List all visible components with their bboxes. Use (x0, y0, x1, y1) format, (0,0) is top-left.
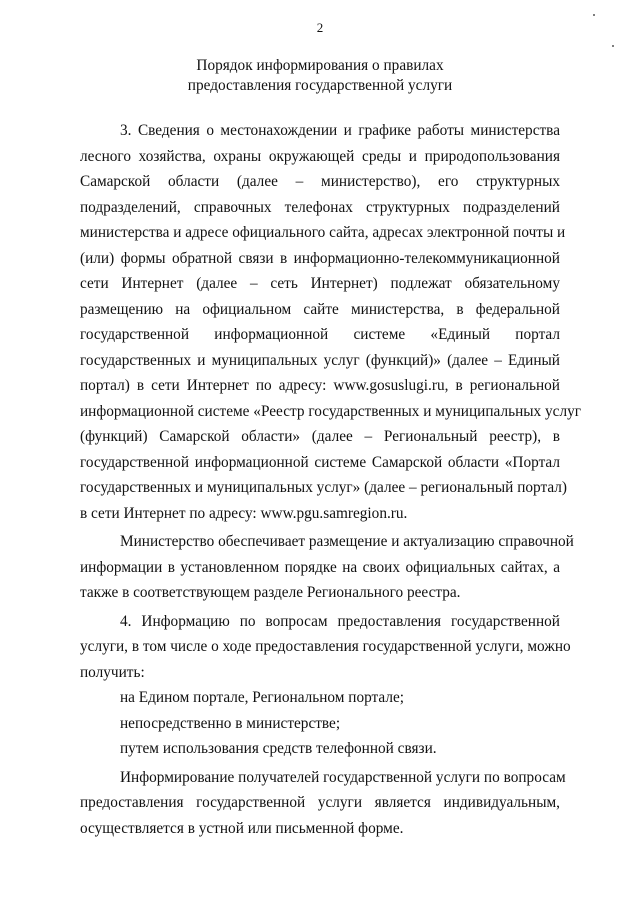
text-line: в сети Интернет по адресу: www.pgu.samregion.ru. (80, 504, 408, 522)
text-line: государственных и муниципальных услуг» (далее – региональный портал) (80, 479, 567, 496)
text-line: предоставления государственной услуги является индивидуальным, (80, 794, 560, 811)
scan-speck (612, 45, 614, 47)
text-line: получить: (80, 663, 145, 681)
text-line: Самарской области (далее – министерство), его структурных (80, 173, 560, 190)
text-line: сети Интернет (далее – сеть Интернет) подлежат обязательному (80, 275, 560, 292)
text-line: 4. Информацию по вопросам предоставления государственной (120, 612, 560, 630)
paragraph-final (80, 765, 566, 842)
paragraph-3 (80, 118, 582, 526)
heading-line: предоставления государственной услуги (187, 77, 453, 94)
text-line: размещению на официальном сайте министерства, в федеральной (80, 300, 560, 318)
text-line: лесного хозяйства, охраны окружающей среды и природопользования (80, 147, 560, 165)
text-line: информационной системе «Реестр государственных и муниципальных услуг (80, 402, 582, 420)
text-line: Информирование получателей государственной услуги по вопросам (120, 768, 566, 786)
section-heading (120, 56, 520, 96)
text-line: услуги, в том числе о ходе предоставления государственной услуги, можно (80, 638, 571, 655)
text-line: государственных и муниципальных услуг (функций)» (далее – Единый (80, 351, 560, 369)
scan-speck (593, 14, 595, 16)
text-line: государственной информационной системе Самарской области «Портал (80, 453, 560, 471)
list-item: путем использования средств телефонной связи. (120, 740, 437, 757)
paragraph-4 (80, 609, 571, 686)
info-channels-list (80, 685, 560, 762)
document-body (80, 118, 582, 841)
text-line: информации в установленном порядке на своих официальных сайтах, а (80, 558, 560, 576)
page-number: 2 (316, 20, 324, 35)
text-line: государственной информационной системе «Единый портал (80, 326, 560, 343)
list-item: непосредственно в министерстве; (120, 714, 341, 732)
text-line: осуществляется в устной или письменной форме. (80, 819, 404, 837)
text-line: подразделений, справочных телефонах структурных подразделений (80, 198, 560, 216)
text-line: также в соответствующем разделе Регионального реестра. (80, 584, 461, 601)
paragraph-ministry (80, 529, 574, 606)
text-line: (или) формы обратной связи в информационно-телекоммуникационной (80, 249, 560, 267)
list-item: на Едином портале, Региональном портале; (120, 689, 405, 706)
text-line: 3. Сведения о местонахождении и графике работы министерства (120, 122, 560, 139)
text-line: портал) в сети Интернет по адресу: www.gosuslugi.ru, в региональной (80, 377, 560, 394)
heading-line: Порядок информирования о правилах (196, 57, 444, 74)
text-line: (функций) Самарской области» (далее – Региональный реестр), в (80, 428, 560, 445)
text-line: министерства и адресе официального сайта, адресах электронной почты и (80, 224, 566, 241)
text-line: Министерство обеспечивает размещение и актуализацию справочной (120, 533, 574, 550)
